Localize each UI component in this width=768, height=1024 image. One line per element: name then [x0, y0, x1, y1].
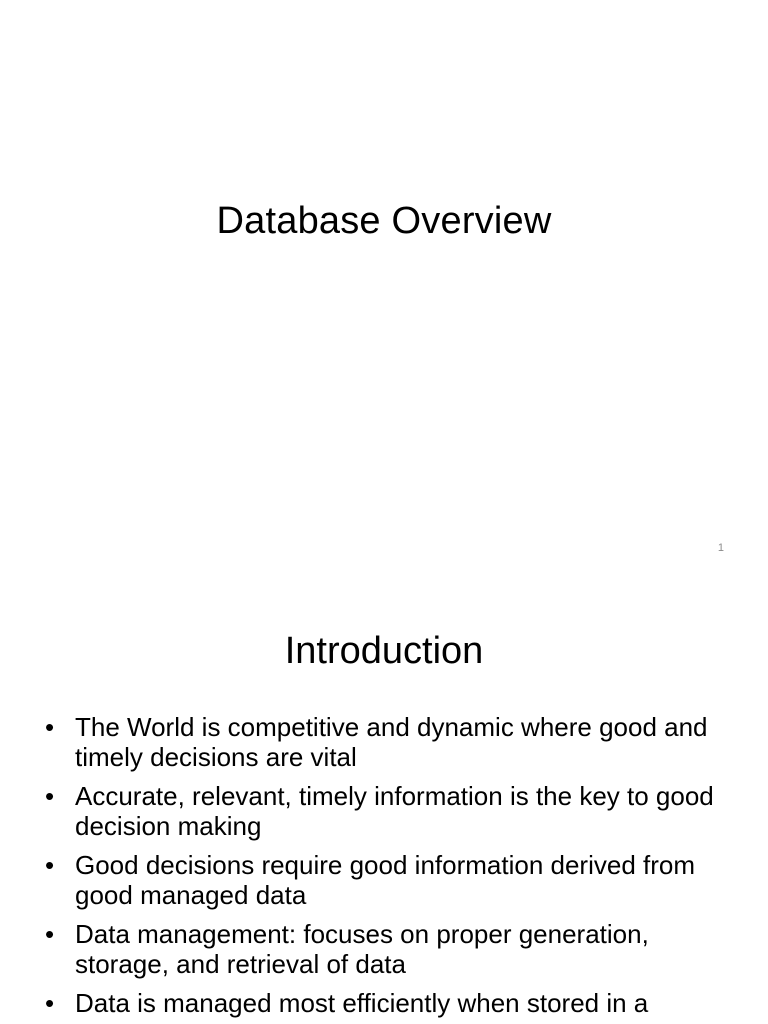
bullet-item: [0, 850, 768, 910]
bullet-item: [0, 988, 768, 1018]
bullet-text: Data management: focuses on proper generation, storage, and retrieval of data: [75, 919, 649, 979]
bullet-dot-icon: •: [45, 781, 55, 811]
bullet-dot-icon: •: [45, 850, 55, 880]
bullet-dot-icon: •: [45, 919, 55, 949]
bullet-dot-icon: •: [45, 712, 55, 742]
bullet-list: [0, 712, 768, 1024]
slide-title: Database Overview: [216, 200, 552, 242]
bullet-item: [0, 919, 768, 979]
bullet-text: Data is managed most efficiently when stored in a: [75, 988, 649, 1018]
bullet-dot-icon: •: [45, 988, 55, 1018]
slide-number: 1: [717, 542, 724, 554]
slide-2: [0, 576, 768, 1024]
slide-title: Introduction: [284, 630, 484, 672]
bullet-text: Accurate, relevant, timely information is the key to good decision making: [75, 781, 714, 841]
bullet-text: The World is competitive and dynamic where good and timely decisions are vital: [75, 712, 708, 772]
bullet-text: Good decisions require good information derived from good managed data: [75, 850, 696, 910]
bullet-item: [0, 781, 768, 841]
bullet-item: [0, 712, 768, 772]
